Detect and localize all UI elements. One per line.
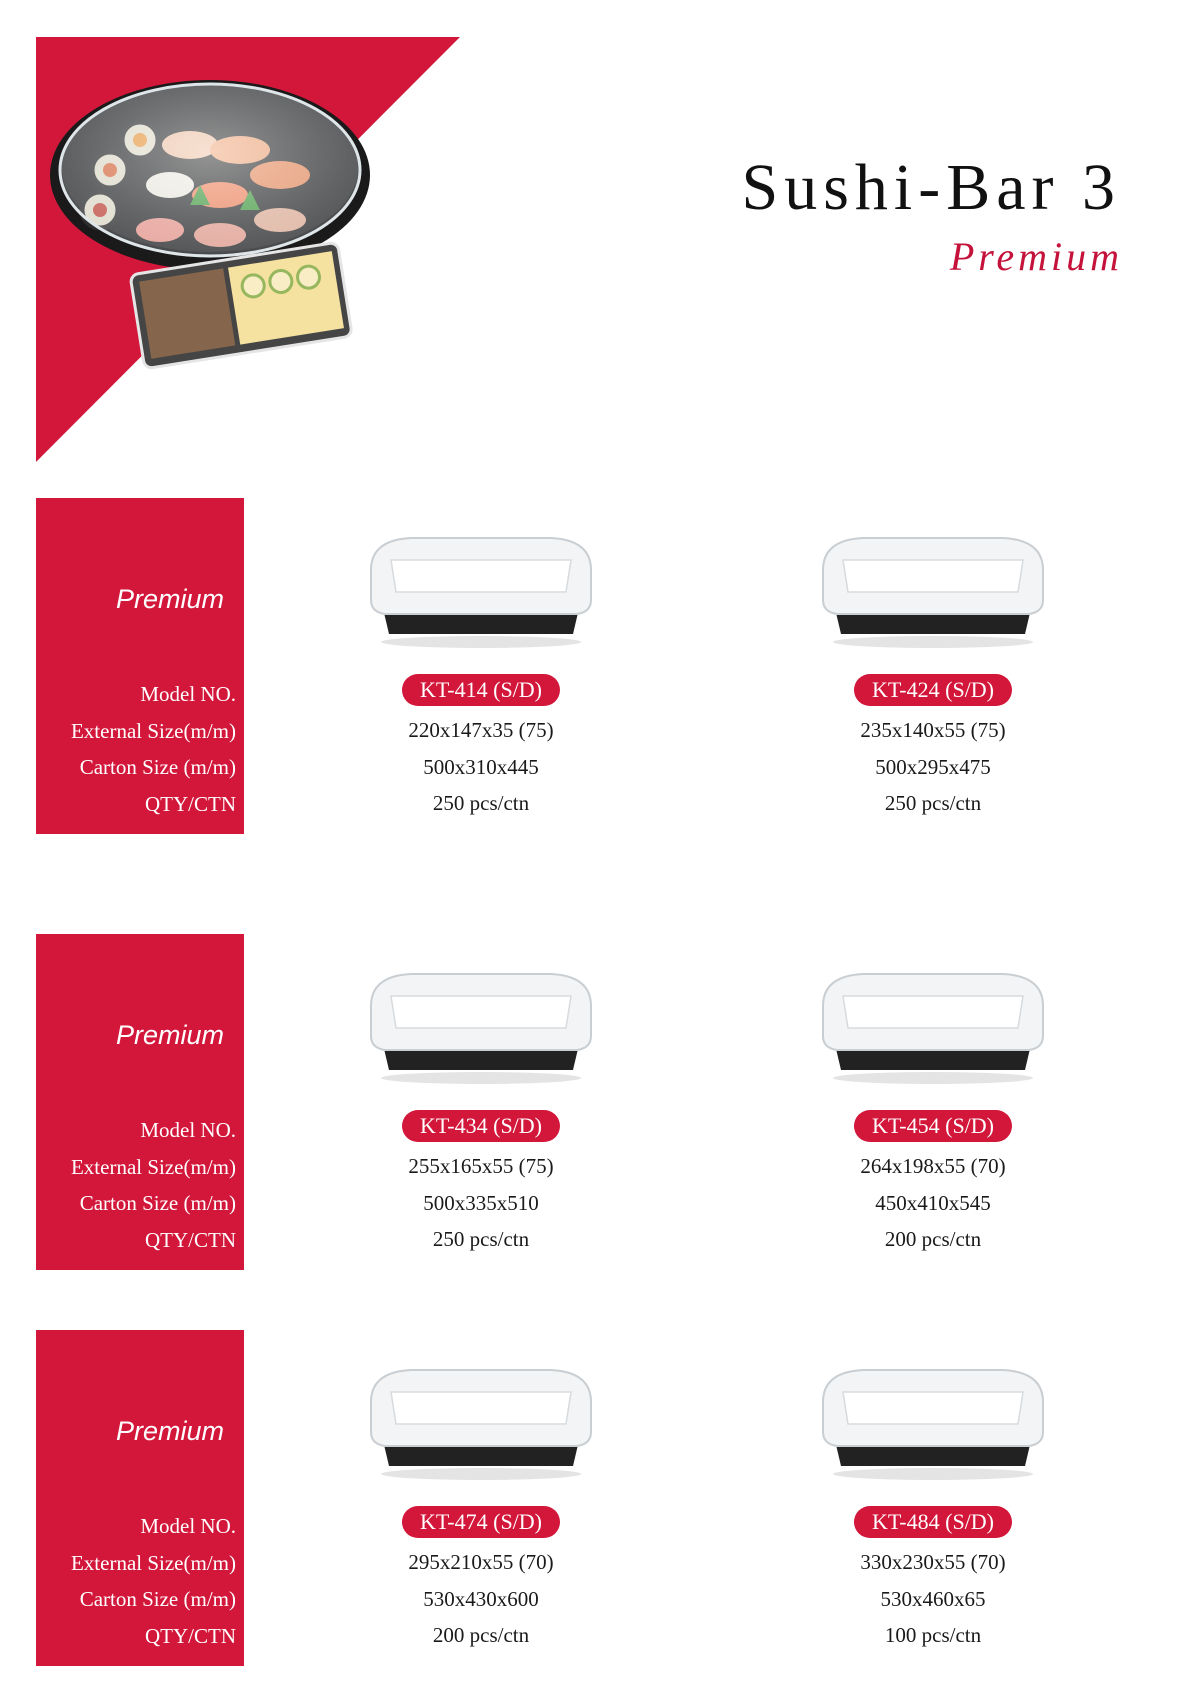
- qty-label: QTY/CTN: [145, 1227, 236, 1252]
- external-size-label: External Size(m/m): [70, 718, 236, 743]
- carton-size-value: 530x430x600: [423, 1586, 539, 1611]
- page-subtitle: Premium: [949, 234, 1123, 279]
- qty-value: 100 pcs/ctn: [884, 1623, 982, 1647]
- carton-size-value: 500x295x475: [875, 754, 991, 779]
- product-card: [793, 498, 1073, 834]
- qty-value: 250 pcs/ctn: [432, 1227, 530, 1251]
- qty-value: 250 pcs/ctn: [884, 791, 982, 815]
- model-badge: KT-484 (S/D): [854, 1506, 1012, 1538]
- panel-tag: Premium: [115, 584, 224, 614]
- spec-values: [341, 1148, 621, 1258]
- carton-size-value: 500x335x510: [423, 1190, 539, 1215]
- product-card: [793, 1330, 1073, 1666]
- external-size-label: External Size(m/m): [70, 1550, 236, 1575]
- model-badge: KT-454 (S/D): [854, 1110, 1012, 1142]
- container-image: [351, 530, 611, 650]
- panel-tag: Premium: [115, 1020, 224, 1050]
- product-section: [0, 934, 1191, 1270]
- spec-labels: [71, 1508, 236, 1654]
- model-badge: KT-424 (S/D): [854, 674, 1012, 706]
- spec-values: [341, 1544, 621, 1654]
- product-card: [341, 498, 621, 834]
- model-label: Model NO.: [140, 1118, 236, 1142]
- carton-size-label: Carton Size (m/m): [79, 1191, 236, 1215]
- model-badge: KT-434 (S/D): [402, 1110, 560, 1142]
- model-badge: KT-414 (S/D): [402, 674, 560, 706]
- spec-label-panel: [36, 498, 244, 834]
- spec-values: [341, 712, 621, 822]
- carton-size-value: 500x310x445: [423, 754, 539, 779]
- spec-values: [793, 1148, 1073, 1258]
- carton-size-value: 450x410x545: [875, 1190, 991, 1215]
- spec-label-panel: [36, 1330, 244, 1666]
- page-title: Sushi-Bar 3: [741, 151, 1121, 224]
- sushi-platter-image: [40, 70, 400, 400]
- carton-size-label: Carton Size (m/m): [79, 1587, 236, 1611]
- spec-labels: [71, 1112, 236, 1258]
- qty-value: 250 pcs/ctn: [432, 791, 530, 815]
- qty-value: 200 pcs/ctn: [884, 1227, 982, 1251]
- external-size-value: 235x140x55 (75): [860, 718, 1006, 742]
- product-card: [341, 1330, 621, 1666]
- carton-size-label: Carton Size (m/m): [79, 755, 236, 779]
- external-size-value: 255x165x55 (75): [408, 1154, 554, 1178]
- model-label: Model NO.: [140, 682, 236, 706]
- spec-labels: [71, 676, 236, 822]
- container-image: [803, 966, 1063, 1086]
- spec-values: [793, 712, 1073, 822]
- carton-size-value: 530x460x65: [880, 1586, 986, 1611]
- model-label: Model NO.: [140, 1514, 236, 1538]
- container-image: [351, 966, 611, 1086]
- product-card: [341, 934, 621, 1270]
- spec-values: [793, 1544, 1073, 1654]
- product-card: [793, 934, 1073, 1270]
- qty-value: 200 pcs/ctn: [432, 1623, 530, 1647]
- external-size-label: External Size(m/m): [70, 1154, 236, 1179]
- container-image: [351, 1362, 611, 1482]
- product-section: [0, 498, 1191, 834]
- spec-label-panel: [36, 934, 244, 1270]
- qty-label: QTY/CTN: [145, 791, 236, 816]
- model-badge: KT-474 (S/D): [402, 1506, 560, 1538]
- external-size-value: 220x147x35 (75): [408, 718, 554, 742]
- qty-label: QTY/CTN: [145, 1623, 236, 1648]
- external-size-value: 295x210x55 (70): [408, 1550, 554, 1574]
- external-size-value: 264x198x55 (70): [860, 1154, 1006, 1178]
- panel-tag: Premium: [115, 1416, 224, 1446]
- external-size-value: 330x230x55 (70): [860, 1550, 1006, 1574]
- container-image: [803, 1362, 1063, 1482]
- container-image: [803, 530, 1063, 650]
- product-section: [0, 1330, 1191, 1666]
